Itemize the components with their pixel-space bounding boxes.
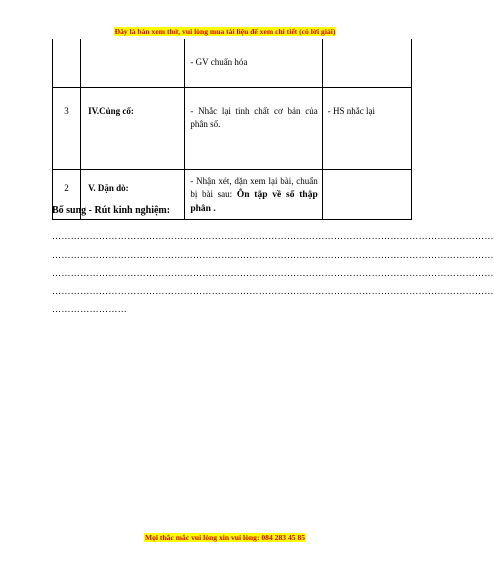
table-cell-content [185,169,322,219]
table-cell-content [185,87,322,169]
content-plain: - Nhận xét, dặn xem lại bài, chuẩn bị bài sau: [190,175,318,199]
content-text [190,170,317,216]
table-row [53,87,412,169]
content-text: - Nhắc lại tính chất cơ bản của phân số. [190,105,318,129]
dotted-line: …………………… [52,304,128,314]
table-cell-stt [53,87,81,169]
section-title: IV.Củng cố: [88,105,134,116]
supplement-heading: Bổ sung - Rút kinh nghiệm: [52,205,171,216]
table-cell-section [81,87,185,169]
table-cell-activity [322,87,411,169]
section-title: V. Dặn dò: [88,182,129,193]
dotted-line: …………………………………………………………………………………………………………………………… [52,268,494,278]
preview-notice-text: Đây là bản xem thử, vui lòng mua tài liệu để xem chi tiết (có lời giải) [114,27,336,36]
preview-notice-banner [0,27,450,36]
dotted-line: …………………………………………………………………………………………………………………………… [52,286,494,296]
content-text: - GV chuẩn hóa [190,57,248,67]
stt-text: 2 [64,182,69,193]
dotted-line: …………………………………………………………………………………………………………………………… [52,250,494,260]
table-cell [185,39,322,87]
table-cell [53,39,81,87]
activity-text: - HS nhắc lại [327,105,375,116]
table-cell [81,39,185,87]
dotted-line: …………………………………………………………………………………………………………………………… [52,231,494,241]
table-row [53,39,412,87]
contact-text: Mọi thắc mắc vui lòng xin vui lòng: 084 283 45 85 [144,533,306,542]
content-emphasis: Ôn tập về số thập phân . [190,189,318,214]
table-cell-activity [322,169,411,219]
contact-banner [0,533,450,542]
lesson-plan-table [52,39,412,220]
stt-text: 3 [64,105,69,116]
table-cell [322,39,411,87]
